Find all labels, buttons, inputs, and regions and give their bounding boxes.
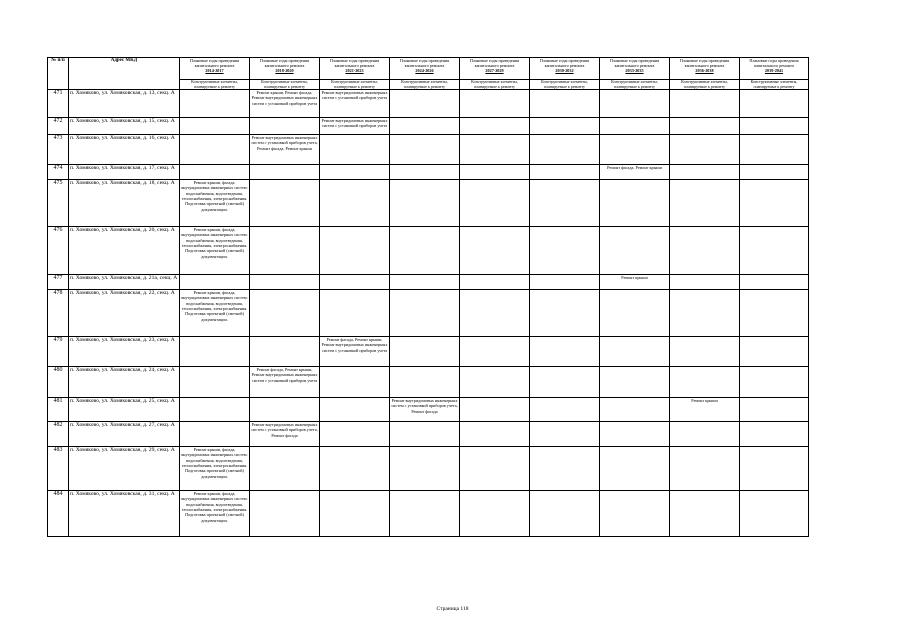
table-row xyxy=(48,367,809,398)
planned-works-cell xyxy=(460,367,530,398)
header-period-title: Плановые годы проведения капитального ремонта xyxy=(189,58,240,68)
planned-works-cell xyxy=(320,398,390,422)
planned-works-cell xyxy=(530,447,600,491)
header-period-years: 2039-2041 xyxy=(764,68,784,73)
header-period-title: Плановые годы проведения капитального ремонта xyxy=(329,58,380,68)
header-period-years: 2033-2035 xyxy=(625,68,644,73)
planned-works-cell xyxy=(740,447,809,491)
planned-works-cell: Ремонт крыши, фасада, внутридомовых инженерных систем: водоснабжения, водоотведения, теплоснабжения, электроснабжения. Подготовка проектной (сметной) документации. xyxy=(180,290,250,337)
table-body xyxy=(48,90,809,537)
row-address: п. Хомяково, ул. Хомяковская, д. 27, секц. А xyxy=(69,422,180,447)
table-row xyxy=(48,227,809,275)
row-address: п. Хомяково, ул. Хомяковская, д. 20, секц. А xyxy=(69,227,180,275)
planned-works-cell xyxy=(390,165,460,180)
header-period xyxy=(180,58,250,80)
planned-works-cell: Ремонт внутридомовых инженерных систем с установкой приборов учета xyxy=(320,118,390,135)
header-period-years: 2036-2038 xyxy=(695,68,714,73)
planned-works-cell xyxy=(530,398,600,422)
planned-works-cell xyxy=(740,275,809,290)
planned-works-cell xyxy=(320,135,390,165)
planned-works-cell xyxy=(180,90,250,118)
row-number: 474 xyxy=(48,165,69,180)
planned-works-cell xyxy=(460,290,530,337)
header-period-years: 2027-2029 xyxy=(485,68,504,73)
row-address: п. Хомяково, ул. Хомяковская, д. 13, секц. А xyxy=(69,90,180,118)
header-period-title: Плановые годы проведения капитального ремонта xyxy=(609,58,660,68)
row-number: 476 xyxy=(48,227,69,275)
planned-works-cell xyxy=(530,118,600,135)
planned-works-cell xyxy=(670,118,740,135)
planned-works-cell xyxy=(530,422,600,447)
table-row xyxy=(48,180,809,227)
table-row xyxy=(48,491,809,537)
header-period-subtitle: Конструктивные элементы, планируемые к ремонту xyxy=(250,80,320,90)
table-row xyxy=(48,290,809,337)
planned-works-cell xyxy=(530,135,600,165)
planned-works-cell xyxy=(320,491,390,537)
planned-works-cell xyxy=(460,398,530,422)
planned-works-cell: Ремонт внутридомовых инженерных систем с установкой приборов учета, Ремонт фасада xyxy=(390,398,460,422)
planned-works-cell xyxy=(670,422,740,447)
planned-works-cell xyxy=(460,491,530,537)
planned-works-cell xyxy=(250,447,320,491)
planned-works-cell xyxy=(600,180,670,227)
planned-works-cell xyxy=(670,447,740,491)
planned-works-cell: Ремонт крыши, фасада, внутридомовых инженерных систем: водоснабжения, водоотведения, теплоснабжения, электроснабжения. Подготовка проектной (сметной) документации. xyxy=(180,180,250,227)
planned-works-cell xyxy=(180,398,250,422)
planned-works-cell xyxy=(740,491,809,537)
row-number: 484 xyxy=(48,491,69,537)
header-period-years: 2021-2023 xyxy=(345,68,364,73)
planned-works-cell xyxy=(250,337,320,367)
header-period-title: Плановые годы проведения капитального ремонта xyxy=(469,58,520,68)
planned-works-cell xyxy=(460,275,530,290)
table-row xyxy=(48,398,809,422)
planned-works-cell xyxy=(250,180,320,227)
planned-works-cell xyxy=(320,227,390,275)
table-header xyxy=(48,58,809,90)
planned-works-cell xyxy=(600,491,670,537)
planned-works-cell xyxy=(320,275,390,290)
table-row xyxy=(48,422,809,447)
header-period-subtitle: Конструктивные элементы, планируемые к ремонту xyxy=(320,80,390,90)
planned-works-cell xyxy=(670,275,740,290)
planned-works-cell xyxy=(180,275,250,290)
header-period-title: Плановые годы проведения капитального ремонта xyxy=(539,58,590,68)
planned-works-cell: Ремонт фасада, Ремонт крыши, Ремонт внутридомовых инженерных систем с установкой приборов учета xyxy=(250,367,320,398)
planned-works-cell xyxy=(390,227,460,275)
planned-works-cell xyxy=(320,165,390,180)
planned-works-cell xyxy=(180,422,250,447)
header-period-title: Плановые годы проведения капитального ремонта xyxy=(679,58,730,68)
table-row xyxy=(48,337,809,367)
planned-works-cell xyxy=(180,337,250,367)
row-address: п. Хомяково, ул. Хомяковская, д. 18, секц. А xyxy=(69,180,180,227)
row-number: 482 xyxy=(48,422,69,447)
planned-works-cell xyxy=(530,275,600,290)
planned-works-cell xyxy=(250,227,320,275)
table-row xyxy=(48,447,809,491)
planned-works-cell xyxy=(740,227,809,275)
planned-works-cell xyxy=(670,90,740,118)
repair-schedule-table xyxy=(47,57,809,537)
planned-works-cell xyxy=(670,135,740,165)
header-period-title: Плановые годы проведения капитального ремонта xyxy=(749,58,799,68)
planned-works-cell xyxy=(390,367,460,398)
header-period xyxy=(390,58,460,80)
planned-works-cell xyxy=(600,398,670,422)
planned-works-cell xyxy=(740,422,809,447)
planned-works-cell xyxy=(460,118,530,135)
planned-works-cell xyxy=(530,165,600,180)
planned-works-cell xyxy=(740,290,809,337)
header-number: № п/п xyxy=(48,58,69,90)
row-number: 477 xyxy=(48,275,69,290)
header-period xyxy=(320,58,390,80)
row-address: п. Хомяково, ул. Хомяковская, д. 23, секц. А xyxy=(69,337,180,367)
table-row xyxy=(48,90,809,118)
planned-works-cell: Ремонт крыши, фасада, внутридомовых инженерных систем: водоснабжения, водоотведения, теплоснабжения, электроснабжения. Подготовка проектной (сметной) документации. xyxy=(180,447,250,491)
row-number: 472 xyxy=(48,118,69,135)
row-address: п. Хомяково, ул. Хомяковская, д. 31, секц. А xyxy=(69,491,180,537)
planned-works-cell xyxy=(670,165,740,180)
planned-works-cell xyxy=(250,118,320,135)
planned-works-cell xyxy=(460,422,530,447)
header-period xyxy=(530,58,600,80)
planned-works-cell xyxy=(390,447,460,491)
planned-works-cell xyxy=(600,90,670,118)
planned-works-cell xyxy=(390,118,460,135)
planned-works-cell xyxy=(390,491,460,537)
planned-works-cell xyxy=(740,337,809,367)
planned-works-cell xyxy=(530,290,600,337)
header-period-subtitle: Конструктивные элементы, планируемые к ремонту xyxy=(530,80,600,90)
table-row xyxy=(48,118,809,135)
header-period-subtitle: Конструктивные элементы, планируемые к ремонту xyxy=(390,80,460,90)
planned-works-cell xyxy=(460,165,530,180)
planned-works-cell: Ремонт внутридомовых инженерных систем с установкой приборов учета xyxy=(320,90,390,118)
planned-works-cell xyxy=(250,491,320,537)
row-number: 471 xyxy=(48,90,69,118)
planned-works-cell xyxy=(250,290,320,337)
planned-works-cell xyxy=(390,180,460,227)
planned-works-cell: Ремонт крыши xyxy=(600,275,670,290)
page-number: Страница 118 xyxy=(436,606,469,612)
planned-works-cell xyxy=(600,422,670,447)
row-address: п. Хомяково, ул. Хомяковская, д. 25, секц. А xyxy=(69,398,180,422)
planned-works-cell xyxy=(740,90,809,118)
planned-works-cell xyxy=(320,422,390,447)
row-address: п. Хомяково, ул. Хомяковская, д. 17, секц. А xyxy=(69,165,180,180)
planned-works-cell xyxy=(390,275,460,290)
planned-works-cell xyxy=(180,118,250,135)
planned-works-cell xyxy=(670,180,740,227)
header-period-subtitle: Конструктивные элементы, планируемые к ремонту xyxy=(600,80,670,90)
planned-works-cell xyxy=(600,367,670,398)
header-period-years: 2018-2020 xyxy=(275,68,294,73)
header-period xyxy=(670,58,740,80)
header-period xyxy=(250,58,320,80)
header-period-years: 2030-2032 xyxy=(555,68,574,73)
row-address: п. Хомяково, ул. Хомяковская, д. 15, секц. А xyxy=(69,118,180,135)
planned-works-cell xyxy=(530,491,600,537)
row-number: 473 xyxy=(48,135,69,165)
planned-works-cell xyxy=(390,290,460,337)
planned-works-cell xyxy=(740,367,809,398)
planned-works-cell: Ремонт фасада, Ремонт крыши, Ремонт внутридомовых инженерных систем с установкой приборов учета xyxy=(320,337,390,367)
row-number: 480 xyxy=(48,367,69,398)
row-number: 479 xyxy=(48,337,69,367)
planned-works-cell xyxy=(460,90,530,118)
table-row xyxy=(48,135,809,165)
header-period-subtitle: Конструктивные элементы, планируемые к ремонту xyxy=(740,80,809,90)
planned-works-cell xyxy=(600,135,670,165)
planned-works-cell xyxy=(600,447,670,491)
planned-works-cell: Ремонт фасада, Ремонт крыши xyxy=(600,165,670,180)
header-period-subtitle: Конструктивные элементы, планируемые к ремонту xyxy=(180,80,250,90)
header-period-subtitle: Конструктивные элементы, планируемые к ремонту xyxy=(460,80,530,90)
row-number: 475 xyxy=(48,180,69,227)
planned-works-cell xyxy=(250,165,320,180)
header-address: Адрес МКД xyxy=(69,58,180,90)
planned-works-cell xyxy=(530,227,600,275)
row-number: 483 xyxy=(48,447,69,491)
header-period-subtitle: Конструктивные элементы, планируемые к ремонту xyxy=(670,80,740,90)
planned-works-cell xyxy=(740,398,809,422)
planned-works-cell xyxy=(530,367,600,398)
planned-works-cell xyxy=(250,275,320,290)
planned-works-cell xyxy=(670,367,740,398)
row-address: п. Хомяково, ул. Хомяковская, д. 22, секц. А xyxy=(69,290,180,337)
planned-works-cell: Ремонт внутридомовых инженерных систем с установкой приборов учета, Ремонт фасада xyxy=(250,422,320,447)
header-period-title: Плановые годы проведения капитального ремонта xyxy=(259,58,310,68)
planned-works-cell xyxy=(390,337,460,367)
header-period-years: 2014-2017 xyxy=(205,68,224,73)
planned-works-cell xyxy=(320,180,390,227)
header-period-title: Плановые годы проведения капитального ремонта xyxy=(399,58,450,68)
planned-works-cell xyxy=(390,135,460,165)
planned-works-cell xyxy=(180,367,250,398)
planned-works-cell xyxy=(180,165,250,180)
planned-works-cell xyxy=(460,180,530,227)
planned-works-cell xyxy=(670,337,740,367)
planned-works-cell xyxy=(740,135,809,165)
planned-works-cell xyxy=(670,290,740,337)
row-address: п. Хомяково, ул. Хомяковская, д. 21а, секц. А xyxy=(69,275,180,290)
row-number: 478 xyxy=(48,290,69,337)
table-row xyxy=(48,275,809,290)
planned-works-cell xyxy=(670,491,740,537)
row-number: 481 xyxy=(48,398,69,422)
header-period xyxy=(740,58,809,80)
planned-works-cell xyxy=(600,337,670,367)
planned-works-cell: Ремонт крыши, фасада, внутридомовых инженерных систем: водоснабжения, водоотведения, теплоснабжения, электроснабжения. Подготовка проектной (сметной) документации. xyxy=(180,227,250,275)
planned-works-cell xyxy=(390,90,460,118)
planned-works-cell: Ремонт крыши xyxy=(670,398,740,422)
planned-works-cell xyxy=(530,180,600,227)
planned-works-cell xyxy=(740,180,809,227)
planned-works-cell: Ремонт крыши, Ремонт фасада, Ремонт внутридомовых инженерных систем с установкой приборов учета xyxy=(250,90,320,118)
planned-works-cell xyxy=(600,290,670,337)
header-period xyxy=(600,58,670,80)
planned-works-cell: Ремонт крыши, фасада, внутридомовых инженерных систем: водоснабжения, водоотведения, теплоснабжения, электроснабжения. Подготовка проектной (сметной) документации. xyxy=(180,491,250,537)
header-period-years: 2024-2026 xyxy=(415,68,434,73)
planned-works-cell xyxy=(600,118,670,135)
planned-works-cell xyxy=(600,227,670,275)
planned-works-cell xyxy=(460,337,530,367)
planned-works-cell xyxy=(740,165,809,180)
planned-works-cell xyxy=(670,227,740,275)
planned-works-cell xyxy=(460,227,530,275)
planned-works-cell xyxy=(250,398,320,422)
header-period xyxy=(460,58,530,80)
planned-works-cell xyxy=(530,337,600,367)
planned-works-cell xyxy=(320,367,390,398)
row-address: п. Хомяково, ул. Хомяковская, д. 24, секц. А xyxy=(69,367,180,398)
planned-works-cell xyxy=(320,290,390,337)
table-row xyxy=(48,165,809,180)
planned-works-cell: Ремонт внутридомовых инженерных систем с установкой приборов учета, Ремонт фасада, Ремонт крыши xyxy=(250,135,320,165)
planned-works-cell xyxy=(460,447,530,491)
planned-works-cell xyxy=(390,422,460,447)
row-address: п. Хомяково, ул. Хомяковская, д. 16, секц. А xyxy=(69,135,180,165)
planned-works-cell xyxy=(320,447,390,491)
planned-works-cell xyxy=(530,90,600,118)
row-address: п. Хомяково, ул. Хомяковская, д. 29, секц. А xyxy=(69,447,180,491)
planned-works-cell xyxy=(740,118,809,135)
planned-works-cell xyxy=(460,135,530,165)
planned-works-cell xyxy=(180,135,250,165)
